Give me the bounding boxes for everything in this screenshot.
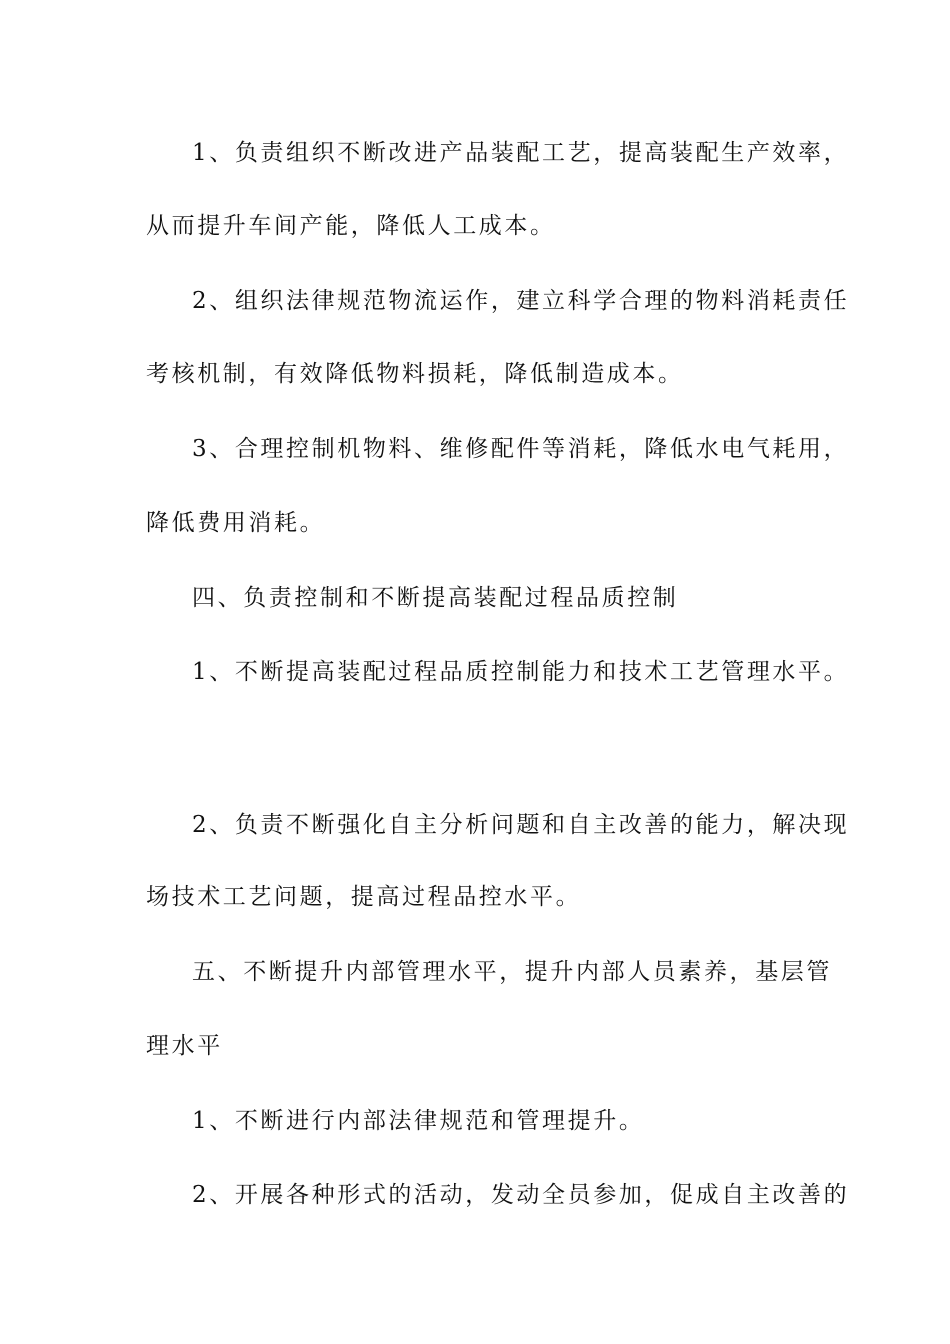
section-heading: 五、不断提升内部管理水平，提升内部人员素养，基层管 [192,959,832,985]
section-heading-continuation: 理水平 [146,1033,223,1059]
paragraph-line: 2、开展各种形式的活动，发动全员参加，促成自主改善的 [192,1182,850,1208]
section-heading: 四、负责控制和不断提高装配过程品质控制 [192,585,679,611]
paragraph-line: 1、负责组织不断改进产品装配工艺，提高装配生产效率， [192,140,850,166]
paragraph-line: 从而提升车间产能，降低人工成本。 [146,213,556,239]
paragraph-line: 1、不断进行内部法律规范和管理提升。 [192,1108,645,1134]
paragraph-line: 降低费用消耗。 [146,510,326,536]
paragraph-line: 2、负责不断强化自主分析问题和自主改善的能力，解决现 [192,812,850,838]
paragraph-line: 场技术工艺问题，提高过程品控水平。 [146,884,582,910]
paragraph-line: 3、合理控制机物料、维修配件等消耗，降低水电气耗用， [192,436,850,462]
paragraph-line: 1、不断提高装配过程品质控制能力和技术工艺管理水平。 [192,659,850,685]
paragraph-line: 考核机制，有效降低物料损耗，降低制造成本。 [146,361,684,387]
paragraph-line: 2、组织法律规范物流运作，建立科学合理的物料消耗责任 [192,288,850,314]
